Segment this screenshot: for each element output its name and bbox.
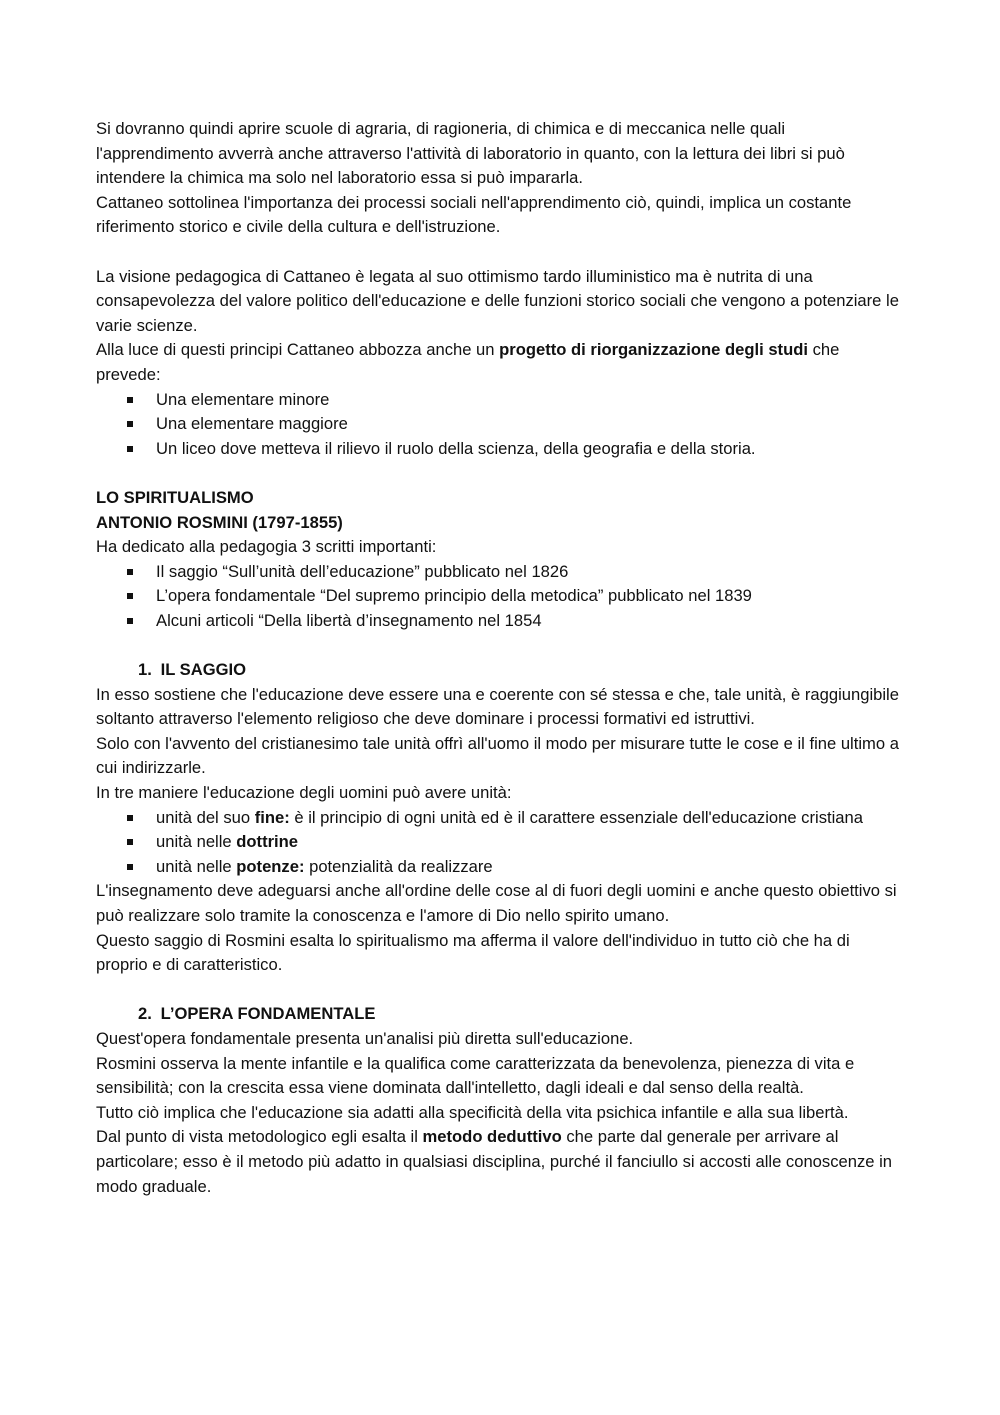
list-item: Una elementare maggiore <box>156 412 904 437</box>
list-item: unità nelle potenze: potenzialità da realizzare <box>156 855 904 880</box>
heading-opera-fondamentale: 2. L’OPERA FONDAMENTALE <box>138 1004 376 1024</box>
paragraph-progetto: Alla luce di questi principi Cattaneo abbozza anche un progetto di riorganizzazione degli studi che prevede: <box>96 340 840 384</box>
paragraph-saggio-1: In esso sostiene che l'educazione deve essere una e coerente con sé stessa e che, tale unità, è raggiungibile soltanto attraverso l'elemento religioso che deve dominare i processi formativi ed istruttivi. <box>96 684 899 729</box>
list-item: Un liceo dove metteva il rilievo il ruolo della scienza, della geografia e della storia. <box>156 437 904 462</box>
paragraph-processi-sociali: Cattaneo sottolinea l'importanza dei processi sociali nell'apprendimento ciò, quindi, implica un costante riferimento storico e civile della cultura e dell'istruzione. <box>96 192 852 237</box>
paragraph-opera-4: Dal punto di vista metodologico egli esalta il metodo deduttivo che parte dal generale per arrivare al particolare; esso è il metodo più adatto in qualsiasi disciplina, purché il fanciullo si accosti alle conoscenze in modo graduale. <box>96 1127 893 1196</box>
paragraph-saggio-2: Solo con l'avvento del cristianesimo tale unità offrì all'uomo il modo per misurare tutte le cose e il fine ultimo a cui indirizzarle. <box>96 733 899 778</box>
list-item: Alcuni articoli “Della libertà d’insegnamento nel 1854 <box>156 609 904 634</box>
subheading-rosmini: ANTONIO ROSMINI (1797-1855) <box>96 512 343 532</box>
paragraph-saggio-4: L'insegnamento deve adeguarsi anche all'ordine delle cose al di fuori degli uomini e anche questo obiettivo si può realizzare solo tramite la conoscenza e l'amore di Dio nello spirito umano. <box>96 881 897 925</box>
list-item: unità del suo fine: è il principio di ogni unità ed è il carattere essenziale dell'educazione cristiana <box>156 806 904 831</box>
spacer <box>96 978 904 1003</box>
list-unita <box>96 806 904 880</box>
list-item: Il saggio “Sull’unità dell’educazione” pubblicato nel 1826 <box>156 560 904 585</box>
list-item: L’opera fondamentale “Del supremo principio della metodica” pubblicato nel 1839 <box>156 584 904 609</box>
spacer <box>96 633 904 658</box>
paragraph-opera-2: Rosmini osserva la mente infantile e la qualifica come caratterizzata da benevolenza, pienezza di vita e sensibilità; con la crescita essa viene dominata dall'intelletto, dagli ideali e dal senso della realtà. <box>96 1053 855 1098</box>
spacer <box>96 240 904 265</box>
bold-metodo-deduttivo: metodo deduttivo <box>422 1127 562 1147</box>
bold-progetto: progetto di riorganizzazione degli studi <box>499 340 808 360</box>
section-heading-spiritualismo: LO SPIRITUALISMO <box>96 487 254 507</box>
list-item: unità nelle dottrine <box>156 830 904 855</box>
paragraph-saggio-5: Questo saggio di Rosmini esalta lo spiritualismo ma afferma il valore dell'individuo in tutto ciò che ha di proprio e di caratteristico. <box>96 930 850 975</box>
list-item: Una elementare minore <box>156 388 904 413</box>
list-scritti <box>96 560 904 634</box>
heading-il-saggio: 1. IL SAGGIO <box>138 660 247 680</box>
paragraph-saggio-3: In tre maniere l'educazione degli uomini può avere unità: <box>96 783 512 803</box>
list-progetto <box>96 388 904 462</box>
paragraph-opera-3: Tutto ciò implica che l'educazione sia adatti alla specificità della vita psichica infantile e alla sua libertà. <box>96 1102 849 1122</box>
spacer <box>96 461 904 486</box>
paragraph-visione-pedagogica: La visione pedagogica di Cattaneo è legata al suo ottimismo tardo illuministico ma è nutrita di una consapevolezza del valore politico dell'educazione e delle funzioni storico sociali che vengono a potenziare le varie scienze. <box>96 266 899 335</box>
paragraph-scuole: Si dovranno quindi aprire scuole di agraria, di ragioneria, di chimica e di meccanica nelle quali l'apprendimento avverrà anche attraverso l'attività di laboratorio in quanto, con la lettura dei libri si può intendere la chimica ma solo nel laboratorio essa si può impararla. <box>96 119 845 188</box>
paragraph-opera-1: Quest'opera fondamentale presenta un'analisi più diretta sull'educazione. <box>96 1028 634 1048</box>
paragraph-scritti: Ha dedicato alla pedagogia 3 scritti importanti: <box>96 537 437 557</box>
